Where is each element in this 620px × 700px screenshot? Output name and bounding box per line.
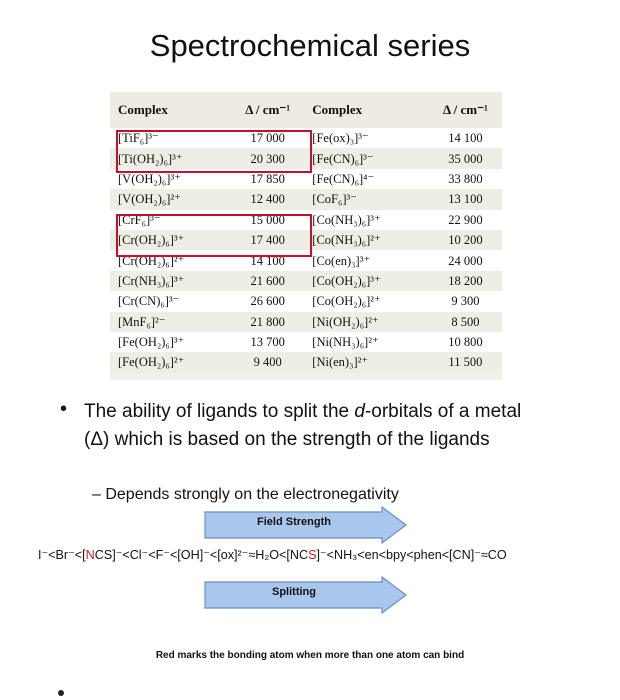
complex-cell: [MnF₆]²⁻: [110, 312, 231, 332]
delta-cell: 8 500: [429, 312, 502, 332]
series-part: I⁻<Br⁻<[: [38, 548, 86, 562]
table-row: [110, 271, 502, 291]
delta-cell: 20 300: [231, 148, 304, 168]
delta-cell: 12 400: [231, 189, 304, 209]
complex-cell: [CoF₆]³⁻: [304, 189, 428, 209]
complex-cell: [V(OH₂)₆]²⁺: [110, 189, 231, 209]
complex-cell: [Fe(ox)₃]³⁻: [304, 128, 428, 148]
complex-cell: [Fe(OH₂)₆]²⁺: [110, 352, 231, 372]
header-delta-2: Δ / cm⁻¹: [429, 92, 502, 128]
complex-cell: [Fe(CN)₆]⁴⁻: [304, 169, 428, 189]
header-complex-1: Complex: [110, 92, 231, 128]
delta-cell: 17 400: [231, 230, 304, 250]
table-row: [110, 312, 502, 332]
complex-cell: [Cr(OH₂)₆]²⁺: [110, 250, 231, 270]
complex-cell: [Fe(CN)₆]³⁻: [304, 148, 428, 168]
complex-cell: [Cr(CN)₆]³⁻: [110, 291, 231, 311]
delta-cell: 24 000: [429, 250, 502, 270]
delta-cell: 21 800: [231, 312, 304, 332]
spectrochemical-series: [38, 547, 598, 562]
table-header-row: [110, 92, 502, 128]
delta-cell: 33 800: [429, 169, 502, 189]
delta-cell: 26 600: [231, 291, 304, 311]
bonding-atom-s: S: [308, 548, 317, 562]
table-row: [110, 332, 502, 352]
delta-cell: 9 400: [231, 352, 304, 372]
delta-cell: 18 200: [429, 271, 502, 291]
complex-cell: [Co(en)₃]³⁺: [304, 250, 428, 270]
bullet-main-text: [84, 398, 544, 454]
delta-cell: 13 100: [429, 189, 502, 209]
highlight-box-cr: [116, 214, 312, 257]
complex-cell: [Ni(NH₃)₆]²⁺: [304, 332, 428, 352]
table-row: [110, 189, 502, 209]
complex-cell: [Cr(NH₃)₆]³⁺: [110, 271, 231, 291]
delta-cell: 17 000: [231, 128, 304, 148]
field-strength-arrow: [204, 506, 408, 544]
delta-cell: 22 900: [429, 210, 502, 230]
delta-cell: 21 600: [231, 271, 304, 291]
delta-cell: 11 500: [429, 352, 502, 372]
field-strength-label: Field Strength: [257, 516, 331, 528]
delta-cell: 17 850: [231, 169, 304, 189]
bullet-marker: •: [60, 398, 68, 420]
complex-cell: [Ni(OH₂)₆]²⁺: [304, 312, 428, 332]
delta-cell: 14 100: [231, 250, 304, 270]
header-complex-2: Complex: [304, 92, 428, 128]
splitting-label: Splitting: [272, 586, 316, 598]
complex-cell: [Co(OH₂)₆]²⁺: [304, 291, 428, 311]
series-part: CS]⁻<Cl⁻<F⁻<[OH]⁻<[ox]²⁻≈H₂O<[NC: [94, 548, 309, 562]
sub-bullet-text: – Depends strongly on the electronegativity: [92, 486, 399, 503]
delta-cell: 35 000: [429, 148, 502, 168]
delta-cell: 14 100: [429, 128, 502, 148]
splitting-arrow: [204, 576, 408, 614]
complex-cell: [Co(OH₂)₆]³⁺: [304, 271, 428, 291]
complex-cell: [CrF₆]³⁻: [110, 210, 231, 230]
d-orbital-italic: d: [354, 401, 365, 422]
header-delta-1: Δ / cm⁻¹: [231, 92, 304, 128]
complex-cell: [V(OH₂)₆]³⁺: [110, 169, 231, 189]
table-row: [110, 352, 502, 372]
bonding-atom-n: N: [85, 548, 95, 562]
series-part: ]⁻<NH₃<en<bpy<phen<[CN]⁻≈CO: [316, 548, 507, 562]
complex-cell: [Co(NH₃)₆]³⁺: [304, 210, 428, 230]
delta-cell: 13 700: [231, 332, 304, 352]
delta-cell: 10 800: [429, 332, 502, 352]
complex-cell: [Cr(OH₂)₆]³⁺: [110, 230, 231, 250]
highlight-box-ti: [116, 130, 312, 173]
bullet-text-part: The ability of ligands to split the: [84, 401, 355, 422]
bullet-text-part: -orbitals of a metal (Δ) which is based on the strength of the ligands: [84, 401, 522, 450]
complex-cell: [Ti(OH₂)₆]³⁺: [110, 148, 231, 168]
complex-cell: [TiF₆]³⁻: [110, 128, 231, 148]
table-row: [110, 291, 502, 311]
footnote: Red marks the bonding atom when more than one atom can bind: [155, 650, 465, 661]
slide-title: Spectrochemical series: [149, 28, 471, 63]
delta-cell: 15 000: [231, 210, 304, 230]
bullet-dot: [58, 690, 64, 696]
delta-cell: 10 200: [429, 230, 502, 250]
delta-cell: 9 300: [429, 291, 502, 311]
complex-cell: [Fe(OH₂)₆]³⁺: [110, 332, 231, 352]
complex-cell: [Ni(en)₃]²⁺: [304, 352, 428, 372]
complex-cell: [Co(NH₃)₆]²⁺: [304, 230, 428, 250]
